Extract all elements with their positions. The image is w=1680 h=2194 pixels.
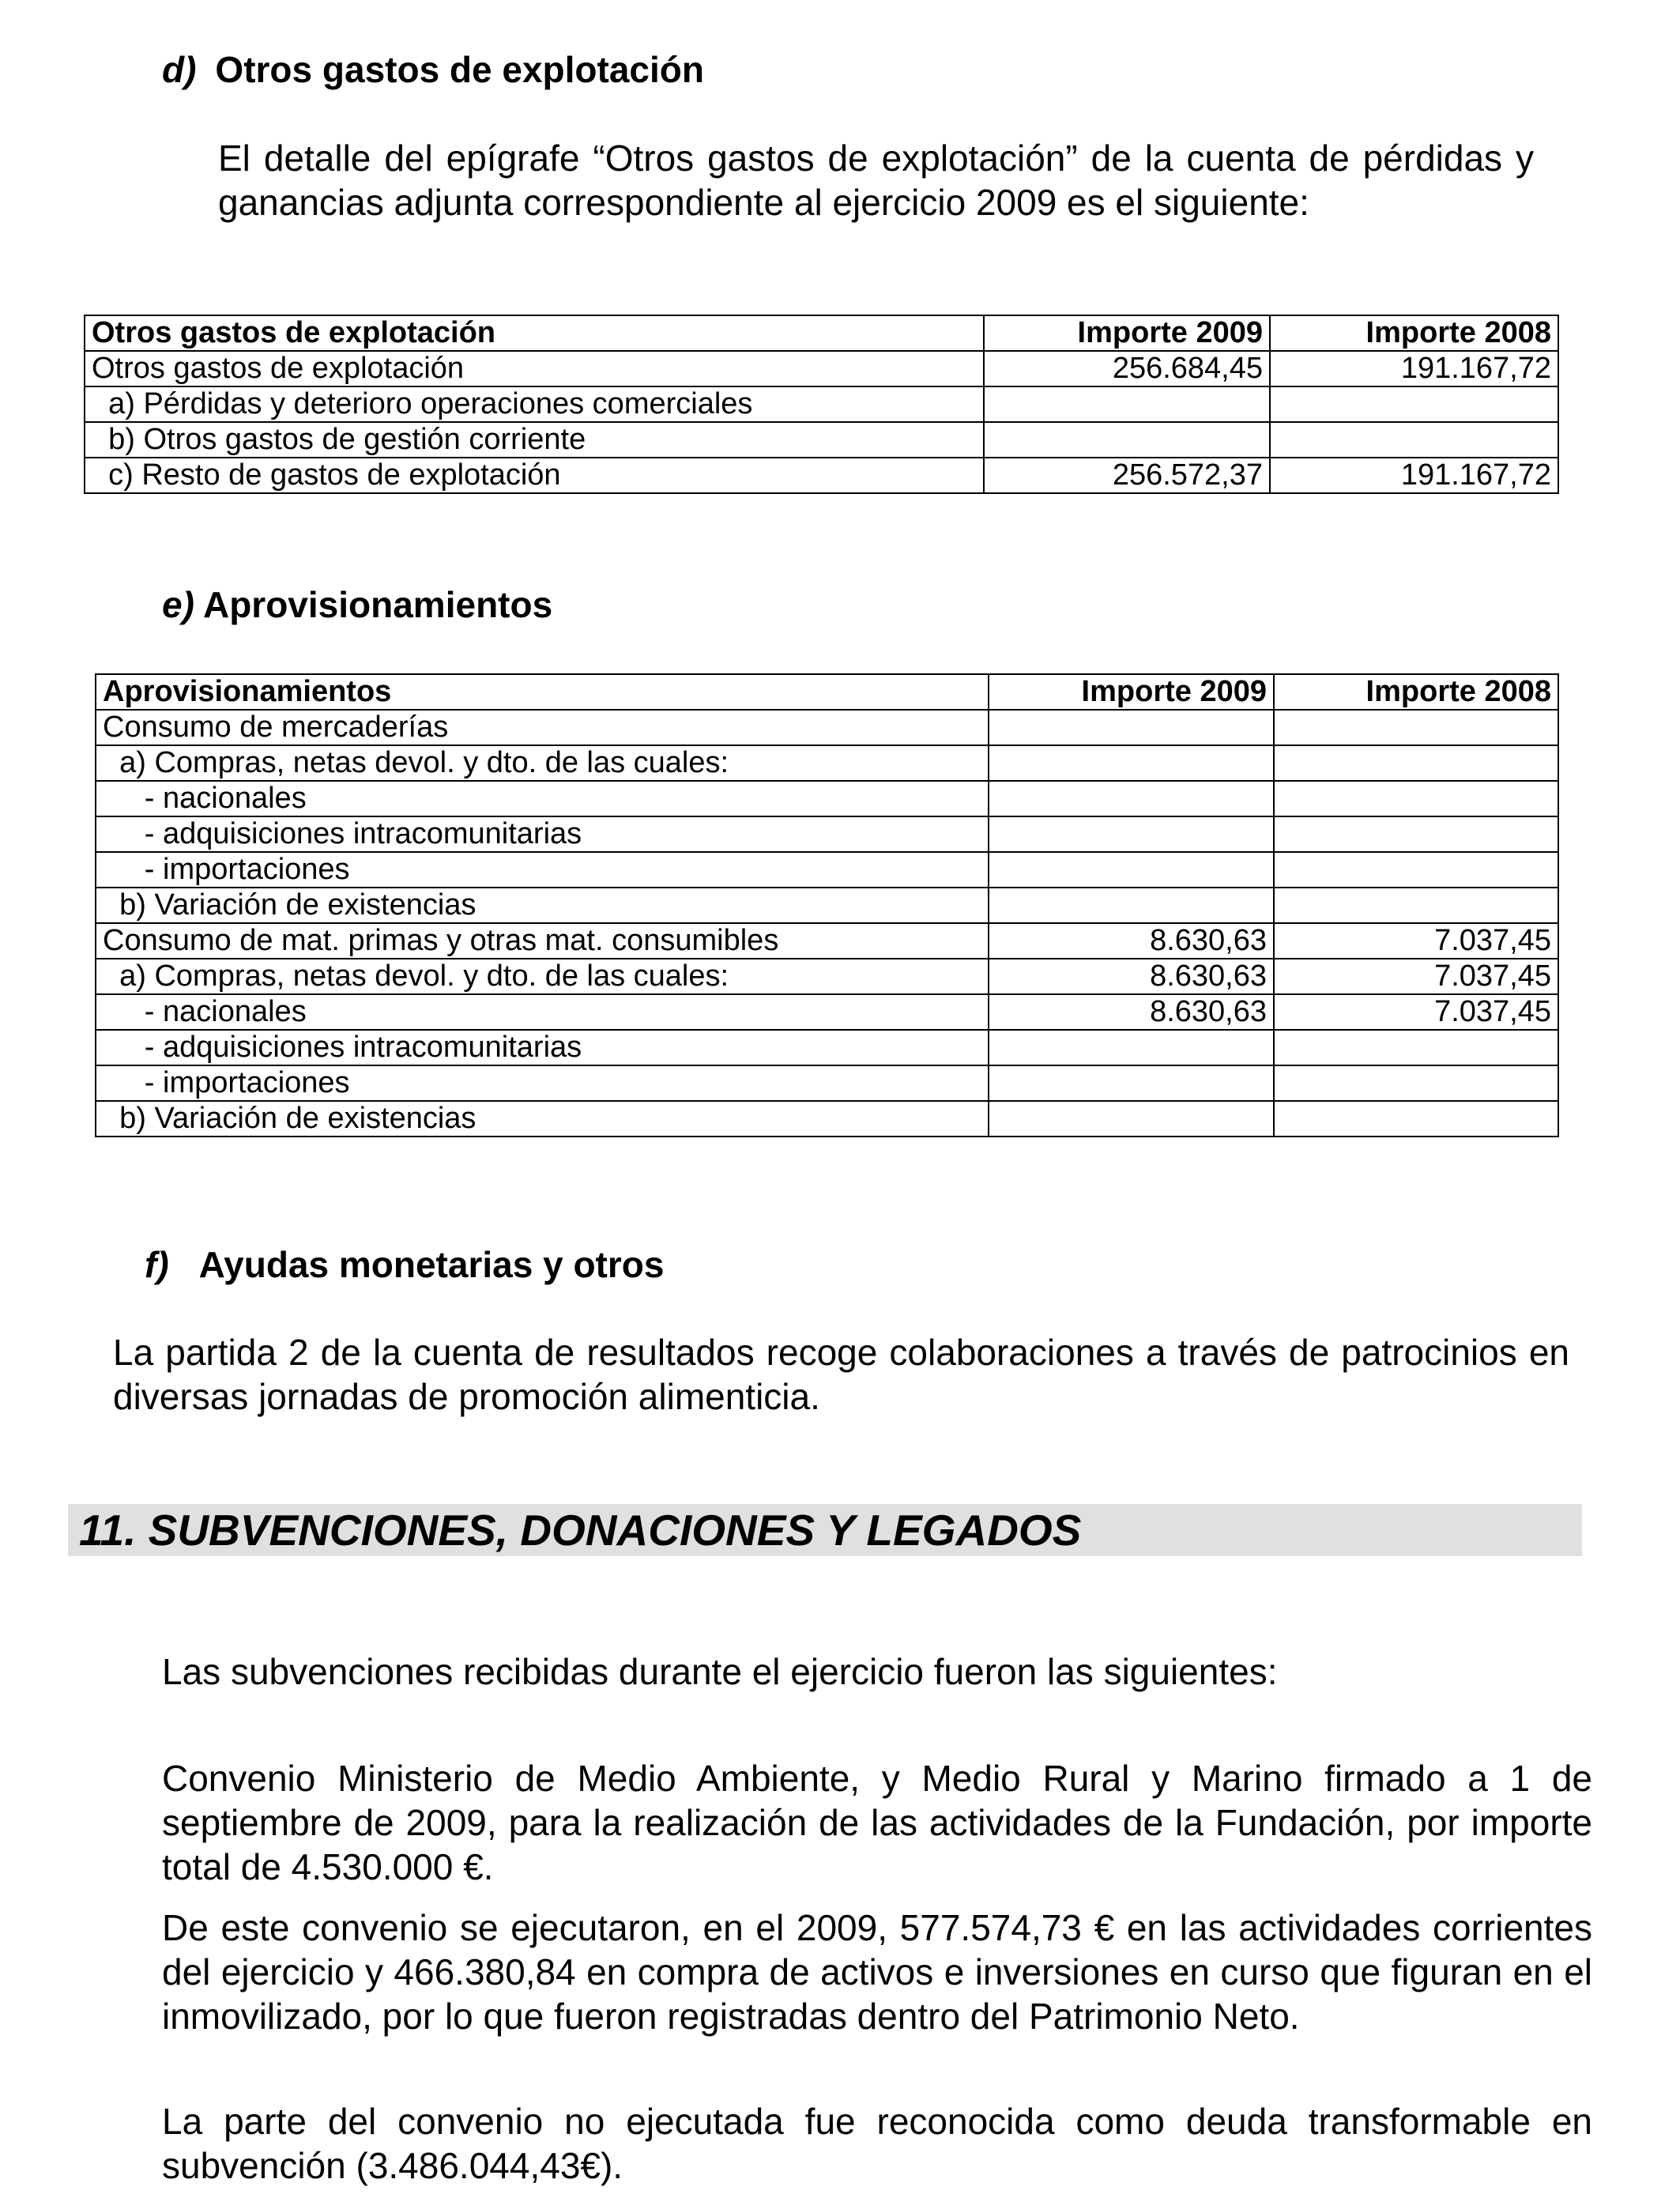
section-f-title: Ayudas monetarias y otros [198, 1244, 665, 1285]
importe-2009-cell [989, 745, 1274, 781]
table-row [96, 816, 1558, 852]
table-row [85, 458, 1558, 493]
table-row [96, 745, 1558, 781]
importe-2009-cell: 8.630,63 [989, 923, 1274, 959]
table-row [96, 994, 1558, 1030]
table-row [96, 710, 1558, 745]
table-row [96, 781, 1558, 816]
row-label: b) Variación de existencias [96, 888, 989, 923]
importe-2008-cell [1274, 745, 1558, 781]
section-d-paragraph: El detalle del epígrafe “Otros gastos de explotación” de la cuenta de pérdidas y ganancias adjunta correspondiente al ejercicio 2009 es el siguiente: [218, 138, 1534, 223]
importe-2009-cell [989, 888, 1274, 923]
row-label: - nacionales [96, 781, 989, 816]
table-row [96, 1030, 1558, 1065]
section-f-paragraph: La partida 2 de la cuenta de resultados recoge colaboraciones a través de patrocinios en diversas jornadas de promoción alimenticia. [113, 1332, 1569, 1417]
section-d-heading [162, 47, 704, 92]
row-label: a) Compras, netas devol. y dto. de las cuales: [96, 745, 989, 781]
section-e-title: Aprovisionamientos [202, 584, 553, 625]
table-row [96, 1101, 1558, 1137]
importe-2009-cell [989, 781, 1274, 816]
importe-2009-cell [984, 386, 1270, 422]
column-header-importe-2009: Importe 2009 [989, 674, 1274, 710]
table-row [85, 422, 1558, 458]
row-label: - importaciones [96, 1065, 989, 1101]
section-11-paragraph-2: De este convenio se ejecutaron, en el 2009, 577.574,73 € en las actividades corrientes del ejercicio y 466.380,84 en compra de activos e inversiones en curso que figuran en el inmovilizado, por lo que fueron registradas dentro del Patrimonio Neto. [162, 1907, 1592, 2037]
importe-2008-cell [1274, 710, 1558, 745]
row-label: - adquisiciones intracomunitarias [96, 816, 989, 852]
importe-2008-cell [1274, 1030, 1558, 1065]
table-row [96, 852, 1558, 888]
importe-2008-cell [1274, 1101, 1558, 1137]
column-header-importe-2008: Importe 2008 [1274, 674, 1558, 710]
table-header-row [96, 674, 1558, 710]
importe-2009-cell [989, 1065, 1274, 1101]
section-e-heading [162, 582, 552, 627]
importe-2008-cell [1274, 888, 1558, 923]
importe-2008-cell [1274, 781, 1558, 816]
column-header-concept: Aprovisionamientos [96, 674, 989, 710]
row-label: c) Resto de gastos de explotación [85, 458, 984, 493]
section-e-letter: e) [162, 584, 194, 625]
importe-2008-cell: 7.037,45 [1274, 994, 1558, 1030]
table-row [96, 888, 1558, 923]
otros-gastos-table [84, 315, 1559, 494]
importe-2008-cell: 7.037,45 [1274, 959, 1558, 994]
column-header-concept: Otros gastos de explotación [85, 315, 984, 351]
row-label: b) Variación de existencias [96, 1101, 989, 1137]
importe-2008-cell: 7.037,45 [1274, 923, 1558, 959]
row-label: - nacionales [96, 994, 989, 1030]
table-row [96, 959, 1558, 994]
importe-2008-cell: 191.167,72 [1270, 351, 1558, 386]
section-f-letter: f) [145, 1244, 169, 1285]
row-label: - importaciones [96, 852, 989, 888]
importe-2008-cell [1274, 816, 1558, 852]
importe-2009-cell: 256.572,37 [984, 458, 1270, 493]
importe-2009-cell: 8.630,63 [989, 959, 1274, 994]
importe-2009-cell [989, 816, 1274, 852]
table-row [96, 923, 1558, 959]
importe-2008-cell [1274, 1065, 1558, 1101]
importe-2009-cell: 256.684,45 [984, 351, 1270, 386]
importe-2008-cell: 191.167,72 [1270, 458, 1558, 493]
section-d-title: Otros gastos de explotación [215, 49, 704, 90]
importe-2009-cell [989, 852, 1274, 888]
row-label: Consumo de mercaderías [96, 710, 989, 745]
row-label: Consumo de mat. primas y otras mat. consumibles [96, 923, 989, 959]
section-f-heading [145, 1242, 664, 1287]
importe-2009-cell [989, 1030, 1274, 1065]
importe-2009-cell [984, 422, 1270, 458]
importe-2008-cell [1270, 386, 1558, 422]
row-label: a) Pérdidas y deterioro operaciones comerciales [85, 386, 984, 422]
section-d-letter: d) [162, 49, 197, 90]
row-label: b) Otros gastos de gestión corriente [85, 422, 984, 458]
importe-2009-cell [989, 710, 1274, 745]
row-label: - adquisiciones intracomunitarias [96, 1030, 989, 1065]
importe-2008-cell [1270, 422, 1558, 458]
section-11-intro: Las subvenciones recibidas durante el ejercicio fueron las siguientes: [162, 1651, 1278, 1692]
column-header-importe-2009: Importe 2009 [984, 315, 1270, 351]
table-row [85, 351, 1558, 386]
table-row [96, 1065, 1558, 1101]
table-header-row [85, 315, 1558, 351]
importe-2009-cell: 8.630,63 [989, 994, 1274, 1030]
section-11-paragraph-3: La parte del convenio no ejecutada fue reconocida como deuda transformable en subvención (3.486.044,43€). [162, 2101, 1592, 2186]
importe-2009-cell [989, 1101, 1274, 1137]
row-label: Otros gastos de explotación [85, 351, 984, 386]
column-header-importe-2008: Importe 2008 [1270, 315, 1558, 351]
table-row [85, 386, 1558, 422]
importe-2008-cell [1274, 852, 1558, 888]
aprovisionamientos-table [95, 673, 1559, 1137]
section-11-paragraph-1: Convenio Ministerio de Medio Ambiente, y Medio Rural y Marino firmado a 1 de septiembre de 2009, para la realización de las actividades de la Fundación, por importe total de 4.530.000 €. [162, 1758, 1592, 1887]
row-label: a) Compras, netas devol. y dto. de las cuales: [96, 959, 989, 994]
section-11-title: 11. SUBVENCIONES, DONACIONES Y LEGADOS [79, 1506, 1082, 1555]
